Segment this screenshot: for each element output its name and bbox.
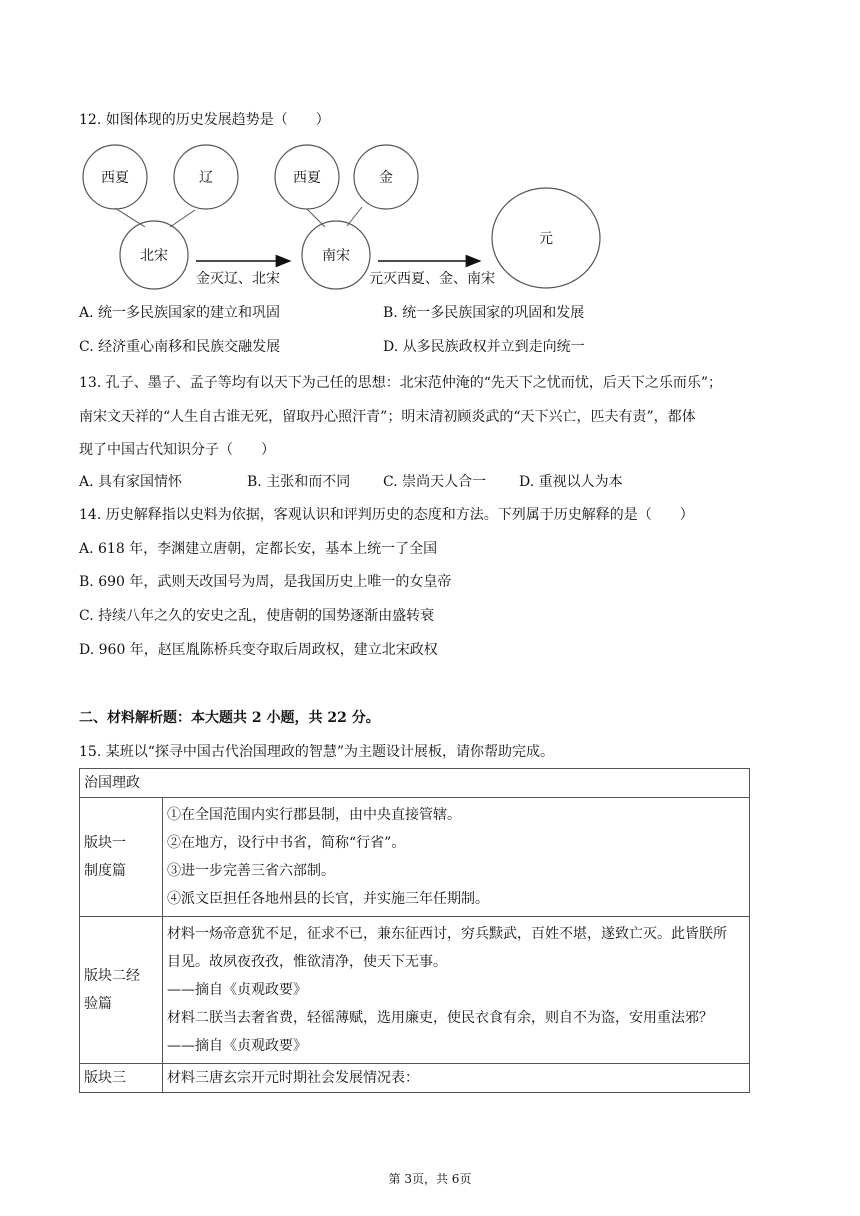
q13-stem-line-1: 13. 孔子、墨子、孟子等均有以天下为己任的思想：北宋范仲淹的“先天下之忧而忧，后天下之乐而乐”； — [79, 375, 723, 391]
block1-item: ②在地方，设行中书省，简称“行省”。 — [167, 835, 406, 851]
q13-stem-line-3: 现了中国古代知识分子（ ） — [79, 442, 275, 458]
arrow-2-label: 元灭西夏、金、南宋 — [369, 271, 495, 287]
nansong-label: 南宋 — [322, 248, 350, 264]
block2-content-cell — [163, 917, 750, 1064]
table-row — [80, 1064, 750, 1093]
block2-line: ——摘自《贞观政要》 — [167, 1038, 307, 1054]
beisong-label: 北宋 — [140, 248, 168, 264]
q14-option-d: D. 960 年，赵匡胤陈桥兵变夺取后周政权，建立北宋政权 — [79, 642, 438, 658]
table-row — [80, 798, 750, 917]
q12-stem: 12. 如图体现的历史发展趋势是（ ） — [79, 112, 330, 128]
block1-content-cell — [163, 798, 750, 917]
table-row — [80, 917, 750, 1064]
block2-line: 材料一炀帝意犹不足，征求不已，兼东征西讨，穷兵黩武，百姓不堪，遂致亡灭。此皆朕所 — [167, 926, 727, 942]
table-row — [80, 769, 750, 798]
block2-label-line-2: 验篇 — [84, 996, 112, 1012]
block2-line: 目见。故夙夜孜孜，惟欲清净，使天下无事。 — [167, 954, 447, 970]
block2-line: 材料二朕当去奢省费，轻徭薄赋，选用廉吏，使民衣食有余，则自不为盗，安用重法邪？ — [167, 1010, 713, 1026]
block2-label-line-1: 版块二经 — [84, 968, 140, 984]
q13-option-b: B. 主张和而不同 — [247, 474, 351, 490]
block2-line: ——摘自《贞观政要》 — [167, 982, 307, 998]
block1-label-line-1: 版块一 — [84, 835, 126, 851]
page-footer: 第 3页，共 6页 — [388, 1172, 472, 1186]
q13-option-a: A. 具有家国情怀 — [79, 474, 183, 490]
q14-option-a: A. 618 年，李渊建立唐朝，定都长安，基本上统一了全国 — [79, 541, 438, 557]
xixia-label-2: 西夏 — [293, 170, 321, 186]
section-2-heading: 二、材料解析题：本大题共 2 小题，共 22 分。 — [79, 710, 380, 726]
q13-stem-line-2: 南宋文天祥的“人生自古谁无死，留取丹心照汗青”；明末清初顾炎武的“天下兴亡，匹夫有责”，都体 — [79, 409, 696, 425]
q14-option-b: B. 690 年，武则天改国号为周，是我国历史上唯一的女皇帝 — [79, 574, 452, 590]
q12-option-a: A. 统一多民族国家的建立和巩固 — [79, 305, 281, 321]
block1-item: ①在全国范围内实行郡县制，由中央直接管辖。 — [167, 807, 461, 823]
block2-label-cell — [80, 917, 163, 1064]
history-trend-diagram — [70, 135, 610, 295]
q13-option-c: C. 崇尚天人合一 — [383, 474, 487, 490]
block1-label-line-2: 制度篇 — [84, 863, 126, 879]
q15-stem: 15. 某班以“探寻中国古代治国理政的智慧”为主题设计展板，请你帮助完成。 — [79, 744, 555, 760]
arrow-1-label: 金灭辽、北宋 — [196, 271, 280, 287]
yuan-label: 元 — [539, 231, 553, 247]
q12-option-c: C. 经济重心南移和民族交融发展 — [79, 339, 281, 355]
jin-label: 金 — [379, 170, 393, 186]
block3-label-cell: 版块三 — [80, 1064, 163, 1093]
block1-label-cell — [80, 798, 163, 917]
block1-item: ④派文臣担任各地州县的长官，并实施三年任期制。 — [167, 891, 489, 907]
block1-item: ③进一步完善三省六部制。 — [167, 863, 335, 879]
q14-option-c: C. 持续八年之久的安史之乱，使唐朝的国势逐渐由盛转衰 — [79, 608, 435, 624]
table-title-cell: 治国理政 — [80, 769, 750, 798]
q14-stem: 14. 历史解释指以史料为依据，客观认识和评判历史的态度和方法。下列属于历史解释的是（ ） — [79, 507, 694, 523]
q12-option-b: B. 统一多民族国家的巩固和发展 — [383, 305, 585, 321]
liao-label: 辽 — [199, 170, 213, 186]
q13-option-d: D. 重视以人为本 — [519, 474, 623, 490]
q12-option-d: D. 从多民族政权并立到走向统一 — [383, 339, 585, 355]
block3-content-cell: 材料三唐玄宗开元时期社会发展情况表： — [163, 1064, 750, 1093]
q15-exhibition-table — [79, 768, 750, 1093]
xixia-label-1: 西夏 — [101, 170, 129, 186]
